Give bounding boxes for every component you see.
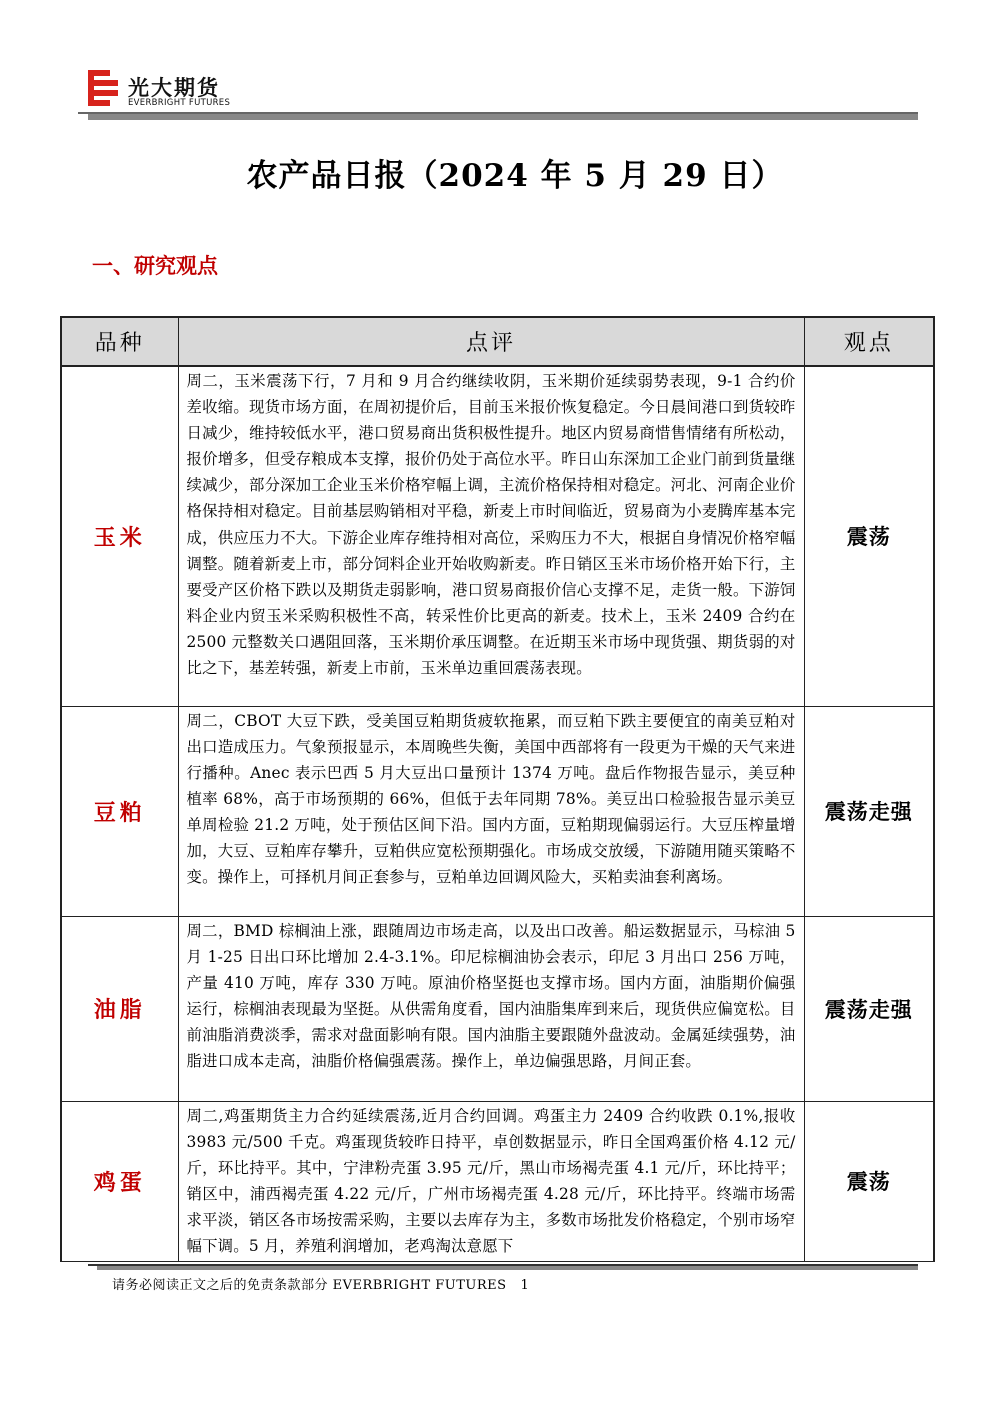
research-view-table [60, 316, 935, 1262]
document-title: 农产品日报（2024 年 5 月 29 日） [246, 158, 784, 194]
variety-comment: 周二，CBOT 大豆下跌，受美国豆粕期货疲软拖累，而豆粕下跌主要便宜的南美豆粕对出口造成压力。气象预报显示，本周晚些失衡，美国中西部将有一段更为干燥的天气来进行播种。Anec 表示巴西 5 月大豆出口量预计 1374 万吨。盘后作物报告显示，美豆种植率 68%，高于市场预期的 66%，但低于去年同期 78%。美豆出口检验报告显示美豆单周检验 21.2 万吨，处于预估区间下沿。国内方面，豆粕期现偏弱运行。大豆压榨量增加，大豆、豆粕库存攀升，豆粕供应宽松预期强化。市场成交放缓，下游随用随买策略不变。操作上，可择机月间正套参与，豆粕单边回调风险大，买粕卖油套利离场。 [178, 706, 804, 916]
everbright-logo-icon [88, 70, 118, 106]
logo-english-name: EVERBRIGHT FUTURES [128, 98, 231, 108]
header-rule-shadow [88, 114, 918, 120]
table-header-row [61, 317, 934, 366]
table-row-eggs [61, 1101, 934, 1262]
header-view: 观点 [804, 317, 934, 366]
table-row-oils [61, 916, 934, 1101]
header-variety: 品种 [61, 317, 178, 366]
variety-comment: 周二,鸡蛋期货主力合约延续震荡,近月合约回调。鸡蛋主力 2409 合约收跌 0.1%,报收 3983 元/500 千克。鸡蛋现货较昨日持平，卓创数据显示，昨日全国鸡蛋价格 4.12 元/斤，环比持平。其中，宁津粉壳蛋 3.95 元/斤，黑山市场褐壳蛋 4.1 元/斤，环比持平；销区中，浦西褐壳蛋 4.22 元/斤，广州市场褐壳蛋 4.28 元/斤，环比持平。终端市场需求平淡，销区各市场按需采购，主要以去库存为主，多数市场批发价格稳定，个别市场窄幅下调。5 月，养殖利润增加，老鸡淘汰意愿下 [178, 1101, 804, 1262]
variety-comment: 周二，BMD 棕榈油上涨，跟随周边市场走高，以及出口改善。船运数据显示，马棕油 5 月 1-25 日出口环比增加 2.4-3.1%。印尼棕榈油协会表示，印尼 3 月出口 256 万吨，产量 410 万吨，库存 330 万吨。原油价格坚挺也支撑市场。国内方面，油脂期价偏强运行，棕榈油表现最为坚挺。从供需角度看，国内油脂集库到来后，现货供应偏宽松。目前油脂消费淡季，需求对盘面影响有限。国内油脂主要跟随外盘波动。金属延续强势，油脂进口成本走高，油脂价格偏强震荡。操作上，单边偏强思路，月间正套。 [178, 916, 804, 1101]
variety-view: 震荡 [804, 1101, 934, 1262]
variety-name: 鸡蛋 [61, 1101, 178, 1262]
company-logo [88, 70, 248, 110]
variety-name: 豆粕 [61, 706, 178, 916]
logo-chinese-name: 光大期货 [128, 76, 220, 100]
variety-view: 震荡走强 [804, 706, 934, 916]
header-comment: 点评 [178, 317, 804, 366]
section-heading: 一、研究观点 [92, 253, 218, 278]
footer-rule-shadow [97, 1266, 918, 1270]
page-number: 1 [520, 1278, 530, 1293]
table-row-soymeal [61, 706, 934, 916]
variety-name: 玉米 [61, 366, 178, 706]
table-row-corn [61, 366, 934, 706]
variety-comment: 周二，玉米震荡下行，7 月和 9 月合约继续收阴，玉米期价延续弱势表现，9-1 合约价差收缩。现货市场方面，在周初提价后，目前玉米报价恢复稳定。今日晨间港口到货较昨日减少，维持较低水平，港口贸易商出货积极性提升。地区内贸易商惜售情绪有所松动，报价增多，但受存粮成本支撑，报价仍处于高位水平。昨日山东深加工企业门前到货量继续减少，部分深加工企业玉米价格窄幅上调，主流价格保持相对稳定。河北、河南企业价格保持相对稳定。目前基层购销相对平稳，新麦上市时间临近，贸易商为小麦腾库基本完成，供应压力不大。下游企业库存维持相对高位，采购压力不大，根据自身情况价格窄幅调整。随着新麦上市，部分饲料企业开始收购新麦。昨日销区玉米市场价格开始下行，主要受产区价格下跌以及期货走弱影响，港口贸易商报价信心支撑不足，走货一般。下游饲料企业内贸玉米采购积极性不高，转采性价比更高的新麦。技术上，玉米 2409 合约在 2500 元整数关口遇阻回落，玉米期价承压调整。在近期玉米市场中现货强、期货弱的对比之下，基差转强，新麦上市前，玉米单边重回震荡表现。 [178, 366, 804, 706]
variety-view: 震荡 [804, 366, 934, 706]
variety-name: 油脂 [61, 916, 178, 1101]
disclaimer-text: 请务必阅读正文之后的免责条款部分 EVERBRIGHT FUTURES [112, 1278, 507, 1293]
page-footer [112, 1274, 529, 1293]
variety-view: 震荡走强 [804, 916, 934, 1101]
